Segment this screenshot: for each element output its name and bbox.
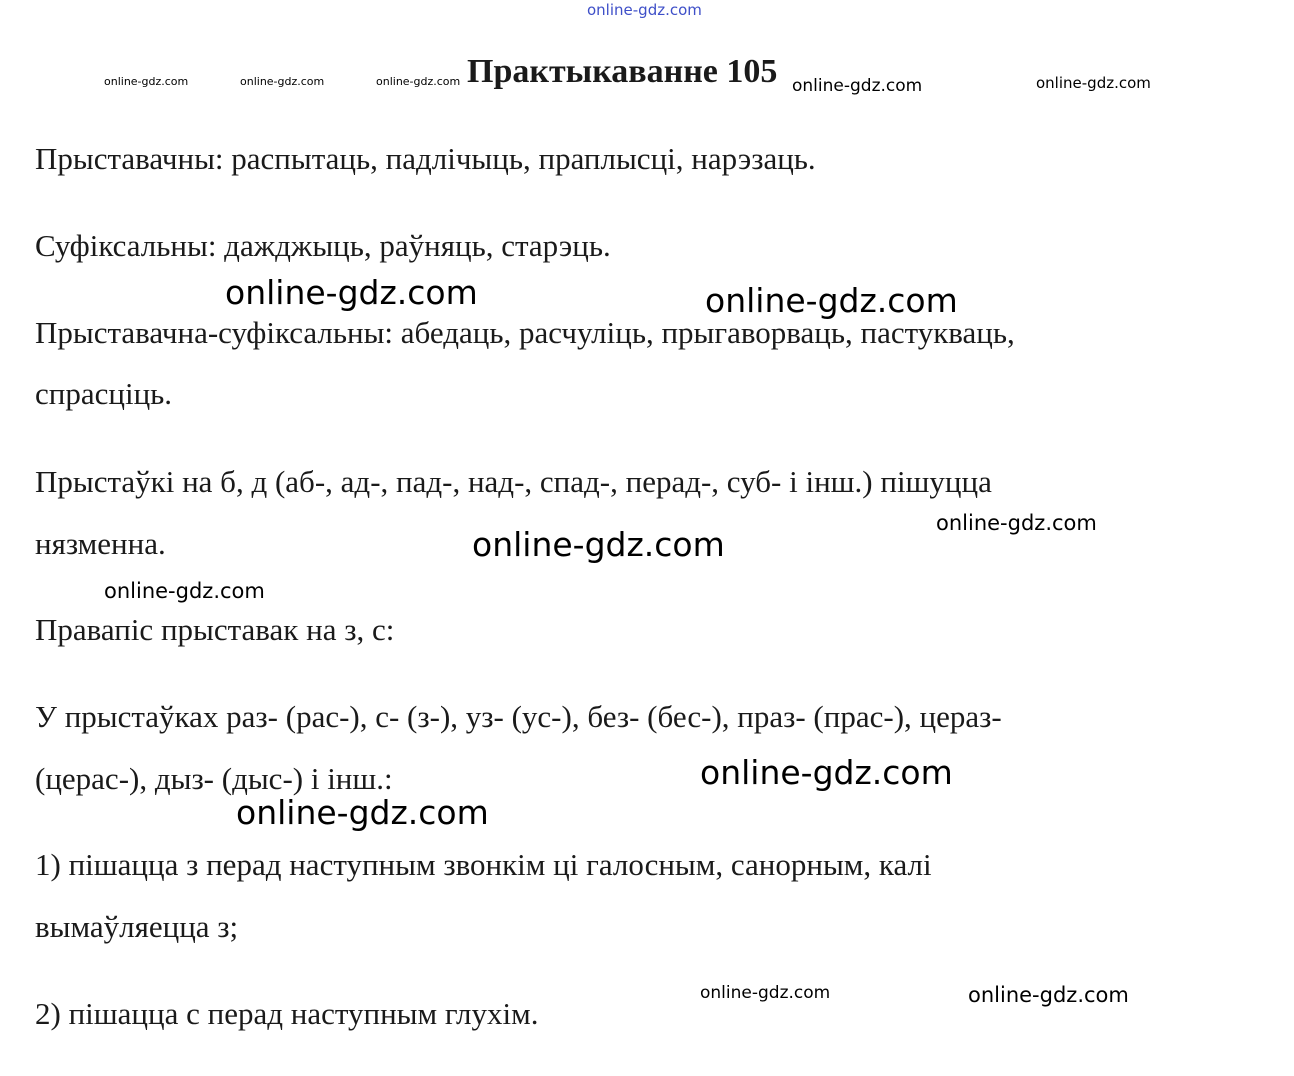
watermark: online-gdz.com <box>700 983 831 1003</box>
paragraph-rule-1: 1) пішацца з перад наступным звонкім ці галосным, санорным, калі <box>35 847 932 882</box>
page-title: Практыкаванне 105 <box>467 53 778 90</box>
watermark: online-gdz.com <box>104 75 189 88</box>
watermark: online-gdz.com <box>705 281 958 320</box>
paragraph-prefixes-zs-heading: Правапіс прыставак на з, с: <box>35 612 395 647</box>
paragraph-suffixal: Суфіксальны: дажджыць, раўняць, старэць. <box>35 228 611 263</box>
paragraph-prefixal-suffixal-cont: спрасціць. <box>35 376 173 411</box>
paragraph-prefixes-bd: Прыстаўкі на б, д (аб-, ад-, пад-, над-, спад-, перад-, суб- і інш.) пішуцца <box>35 464 992 499</box>
watermark: online-gdz.com <box>376 75 461 88</box>
watermark: online-gdz.com <box>968 983 1129 1007</box>
paragraph-rule-2: 2) пішацца с перад наступным глухім. <box>35 996 539 1031</box>
watermark: online-gdz.com <box>1036 74 1151 92</box>
watermark: online-gdz.com <box>104 579 265 603</box>
paragraph-prefixes-zs-cont: (церас-), дыз- (дыс-) і інш.: <box>35 761 393 796</box>
paragraph-prefixal-suffixal: Прыставачна-суфіксальны: абедаць, расчуліць, прыгаворваць, пастукваць, <box>35 315 1015 350</box>
watermark: online-gdz.com <box>936 511 1097 535</box>
watermark: online-gdz.com <box>792 76 923 96</box>
watermark: online-gdz.com <box>236 793 489 832</box>
paragraph-prefixes-zs: У прыстаўках раз- (рас-), с- (з-), уз- (ус-), без- (бес-), праз- (прас-), цераз- <box>35 699 1002 734</box>
watermark: online-gdz.com <box>700 753 953 792</box>
watermark: online-gdz.com <box>225 273 478 312</box>
paragraph-rule-1-cont: вымаўляецца з; <box>35 909 239 944</box>
paragraph-prefixes-bd-cont: нязменна. <box>35 526 166 561</box>
watermark: online-gdz.com <box>472 525 725 564</box>
watermark: online-gdz.com <box>240 75 325 88</box>
watermark-top: online-gdz.com <box>587 1 702 19</box>
paragraph-prefixal: Прыставачны: распытаць, падлічыць, праплысці, нарэзаць. <box>35 141 816 176</box>
